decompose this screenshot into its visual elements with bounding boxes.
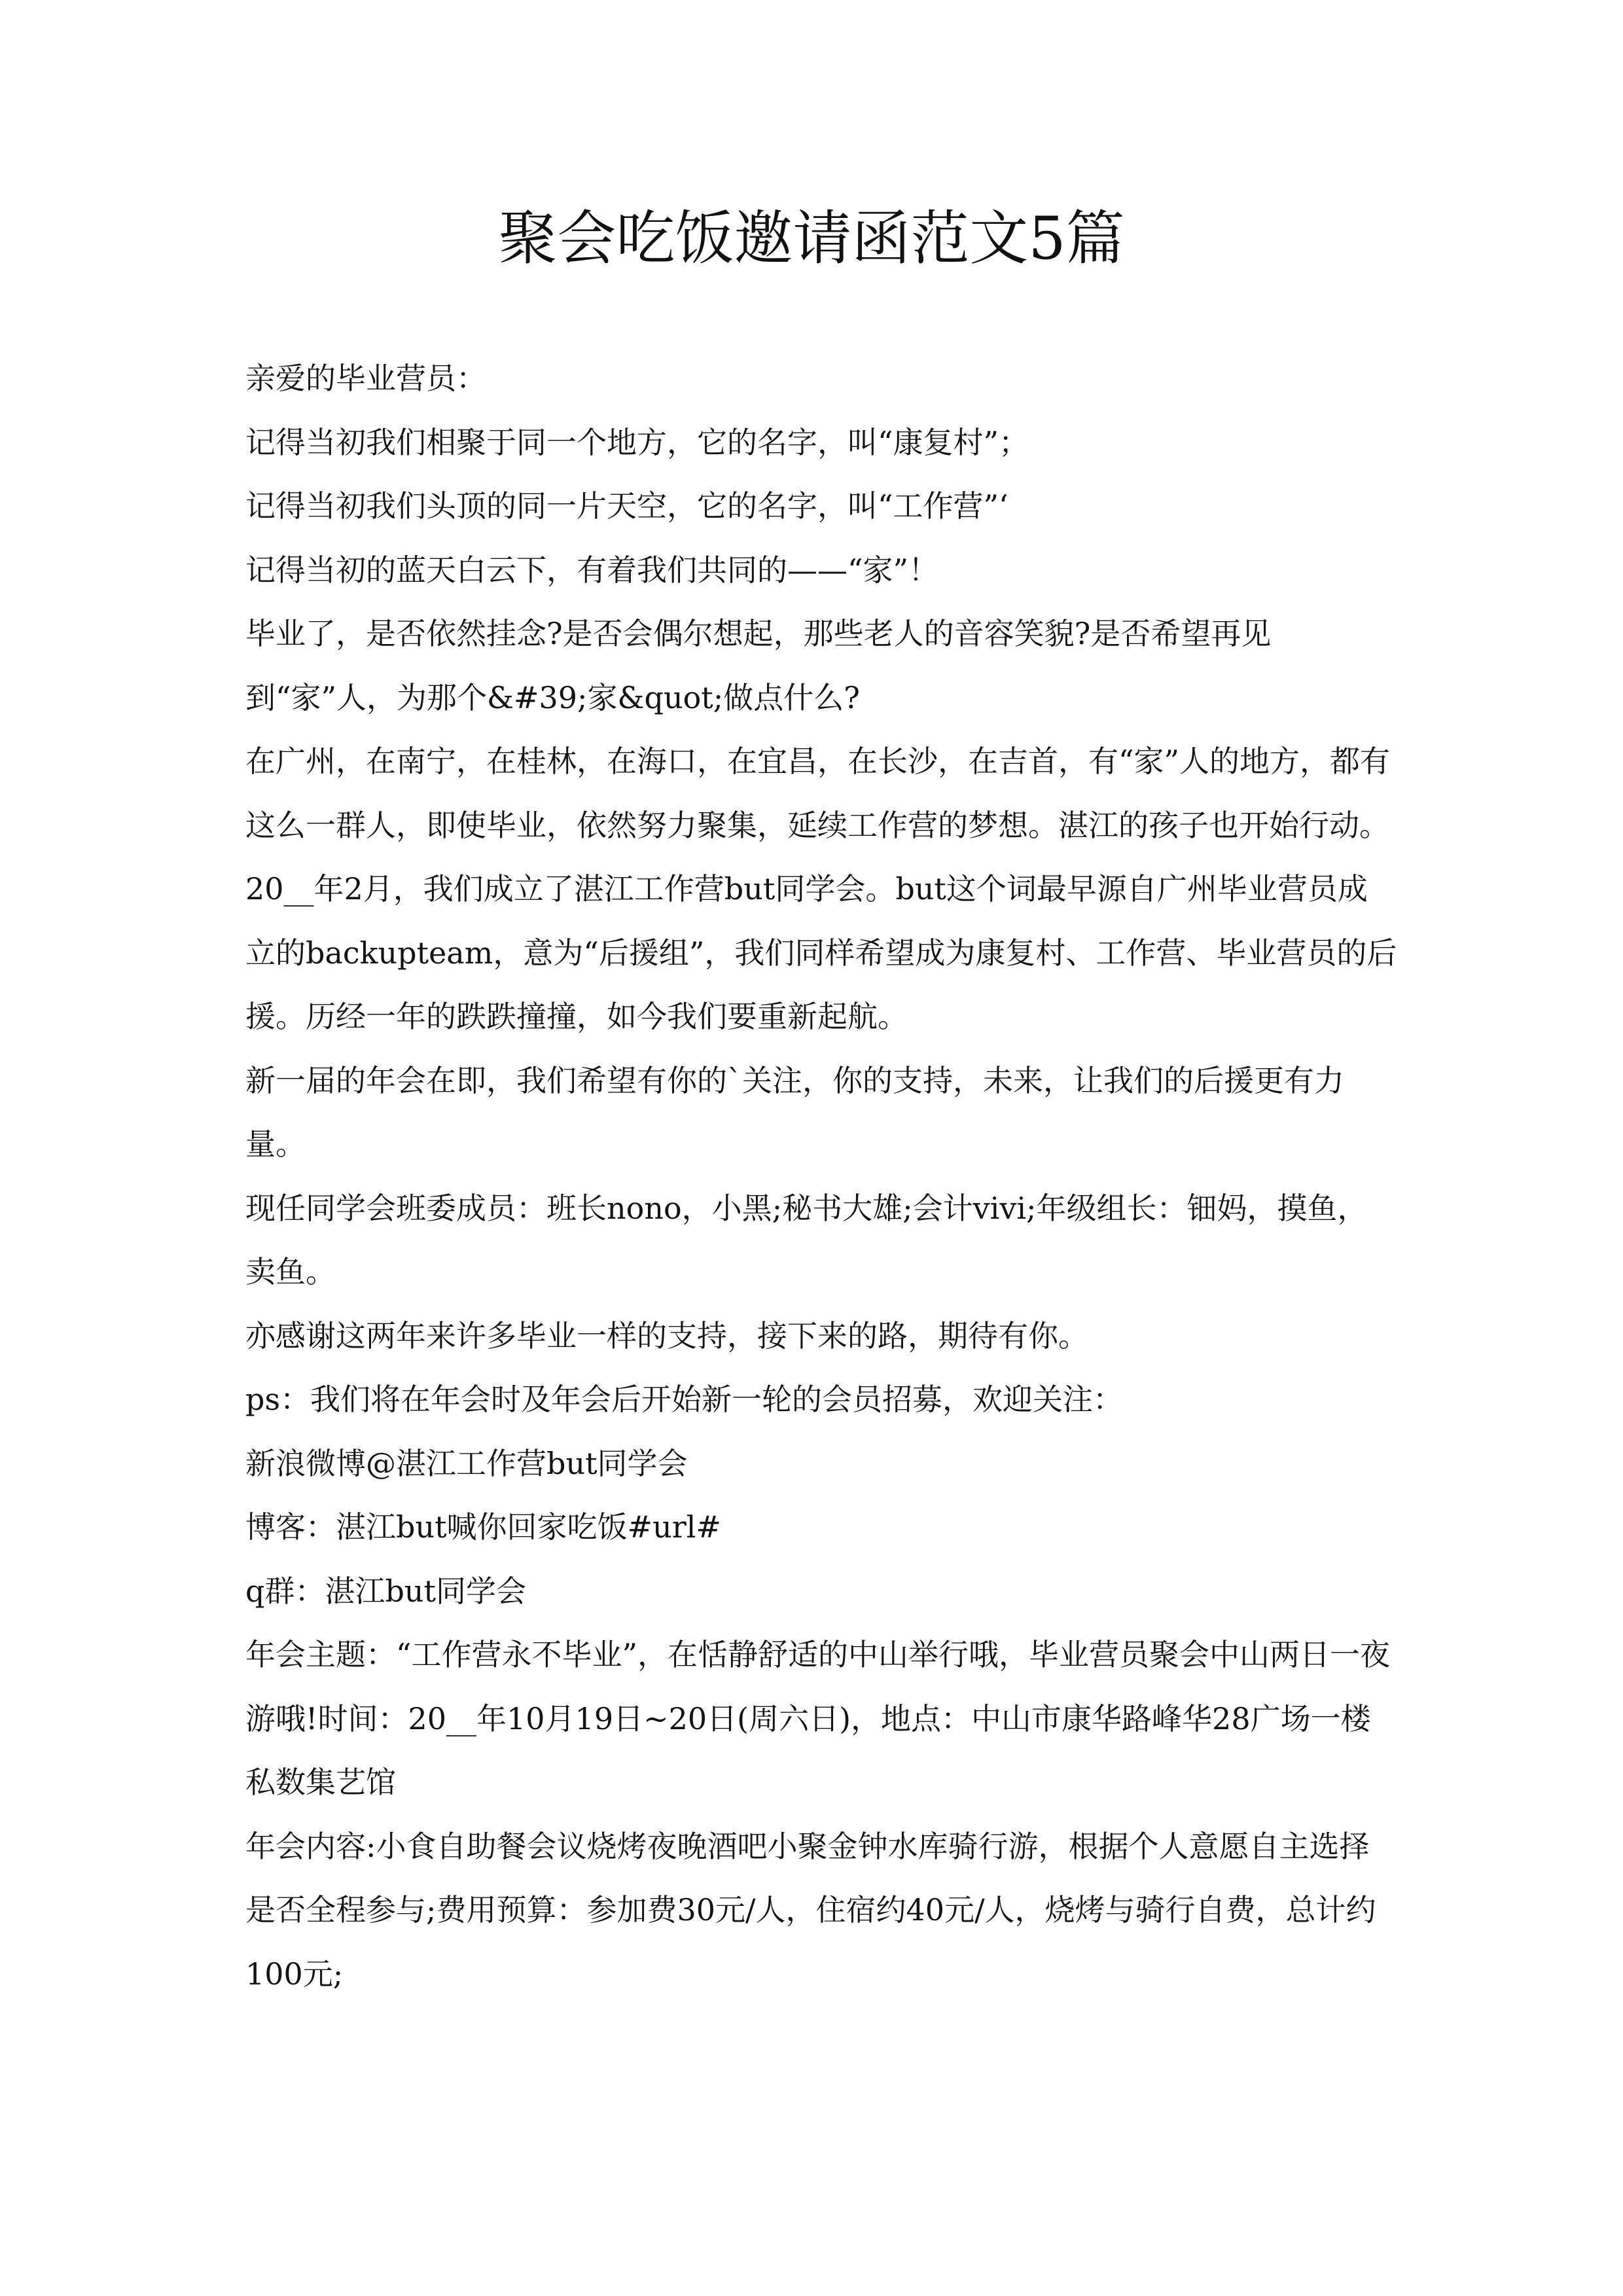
paragraph: 毕业了，是否依然挂念?是否会偶尔想起，那些老人的音容笑貌?是否希望再见到“家”人，为那个&#39;家&quot;做点什么? (245, 616, 1272, 715)
contact-qq-group: q群：湛江but同学会 (245, 1573, 527, 1609)
paragraph-committee: 现任同学会班委成员：班长nono，小黑;秘书大雄;会计vivi;年级组长：钿妈，摸鱼，卖鱼。 (245, 1190, 1368, 1289)
paragraph-content: 年会内容:小食自助餐会议烧烤夜晚酒吧小聚金钟水库骑行游，根据个人意愿自主选择是否全程参与;费用预算：参加费30元/人，住宿约40元/人，烧烤与骑行自费，总计约100元; (245, 1828, 1376, 1992)
paragraph: 20__年2月，我们成立了湛江工作营but同学会。but这个词最早源自广州毕业营员成立的backupteam，意为“后援组”，我们同样希望成为康复村、工作营、毕业营员的后援。历经一年的跌跌撞撞，如今我们要重新起航。 (245, 871, 1397, 1034)
paragraph-theme: 年会主题：“工作营永不毕业”，在恬静舒适的中山举行哦，毕业营员聚会中山两日一夜游哦!时间：20__年10月19日~20日(周六日)，地点：中山市康华路峰华28广场一楼私数集艺馆 (245, 1637, 1391, 1800)
document-title: 聚会吃饭邀请函范文5篇 (498, 204, 1125, 273)
paragraph: 记得当初我们头顶的同一片天空，它的名字，叫“工作营”‘ (245, 488, 1008, 524)
paragraph-salutation: 亲爱的毕业营员： (245, 361, 486, 396)
paragraph-ps: ps：我们将在年会时及年会后开始新一轮的会员招募，欢迎关注： (245, 1382, 1124, 1417)
document-body (245, 347, 1397, 2006)
paragraph: 亦感谢这两年来许多毕业一样的支持，接下来的路，期待有你。 (245, 1318, 1088, 1354)
paragraph: 新一届的年会在即，我们希望有你的`关注，你的支持，未来，让我们的后援更有力量。 (245, 1062, 1344, 1162)
paragraph: 在广州，在南宁，在桂林，在海口，在宜昌，在长沙，在吉首，有“家”人的地方，都有这么一群人，即使毕业，依然努力聚集，延续工作营的梦想。湛江的孩子也开始行动。 (245, 744, 1391, 843)
paragraph: 记得当初的蓝天白云下，有着我们共同的——“家”！ (245, 552, 939, 588)
contact-blog: 博客：湛江but喊你回家吃饭#url# (245, 1509, 721, 1545)
contact-weibo: 新浪微博@湛江工作营but同学会 (245, 1445, 688, 1481)
paragraph: 记得当初我们相聚于同一个地方，它的名字，叫“康复村”； (245, 424, 1029, 460)
